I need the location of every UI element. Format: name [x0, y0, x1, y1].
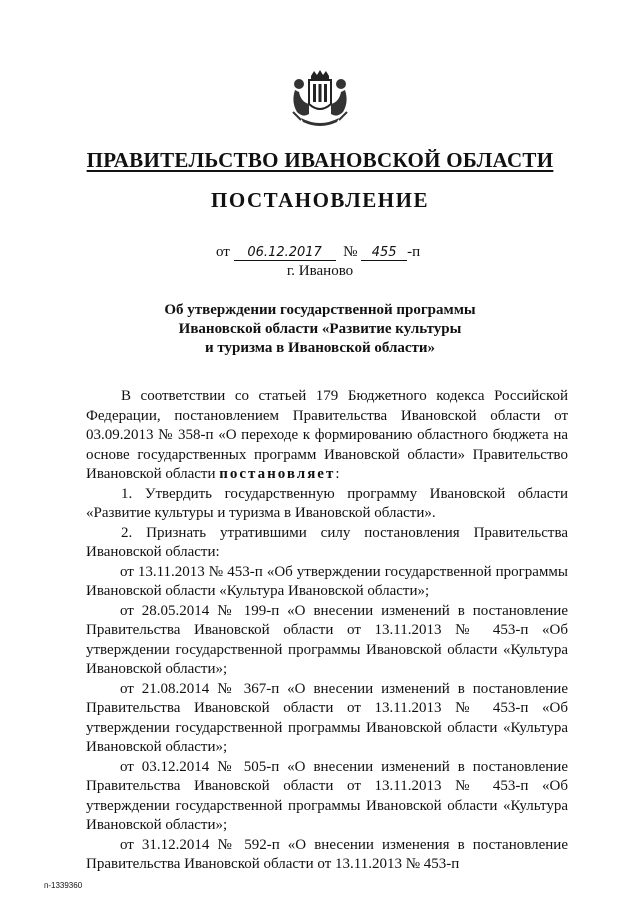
intro-paragraph: В соответствии со статьей 179 Бюджетного кодекса Российской Федерации, постановлением Правительства Ивановской области от 03.09.2013 № 358-п «О переходе к формированию областного бюджета на основе государственных программ Ивановской области» Правительство Ивановской области постановляет:: [86, 388, 568, 482]
decree-word: постановляет: [219, 466, 336, 482]
organization-title: ПРАВИТЕЛЬСТВО ИВАНОВСКОЙ ОБЛАСТИ: [86, 148, 554, 172]
repealed-decree: от 03.12.2014 № 505-п «О внесении изменений в постановление Правительства Ивановской области от 13.11.2013 № 453-п «Об утверждении государственной программы Ивановской области «Культура Ивановской области»;: [86, 758, 568, 833]
footer-code: п-1339360: [44, 881, 83, 890]
repealed-decree: от 28.05.2014 № 199-п «О внесении изменений в постановление Правительства Ивановской области от 13.11.2013 № 453-п «Об утверждении государственной программы Ивановской области «Культура Ивановской области»;: [86, 602, 568, 677]
coat-of-arms-icon: [287, 66, 353, 132]
number-suffix: -п: [407, 244, 421, 260]
subject-line: Ивановской области «Развитие культуры: [178, 321, 462, 337]
document-subject: [0, 301, 640, 358]
dateline: [216, 244, 420, 261]
document-body: [86, 387, 568, 875]
repealed-decree: от 31.12.2014 № 592-п «О внесении изменения в постановление Правительства Ивановской области от 13.11.2013 № 453-п: [86, 836, 568, 872]
document-number: 455: [361, 245, 407, 261]
number-label: №: [343, 244, 358, 260]
repealed-decree: от 13.11.2013 № 453-п «Об утверждении государственной программы Ивановской области «Культура Ивановской области»;: [86, 563, 568, 599]
subject-line: Об утверждении государственной программы: [164, 302, 476, 318]
city: г. Иваново: [286, 263, 354, 279]
from-label: от: [216, 244, 230, 260]
document-date: 06.12.2017: [234, 245, 336, 261]
subject-line: и туризма в Ивановской области»: [204, 340, 436, 356]
document-type: ПОСТАНОВЛЕНИЕ: [211, 188, 429, 212]
repealed-decree: от 21.08.2014 № 367-п «О внесении изменений в постановление Правительства Ивановской области от 13.11.2013 № 453-п «Об утверждении государственной программы Ивановской области «Культура Ивановской области»;: [86, 680, 568, 755]
item-1: 1. Утвердить государственную программу Ивановской области «Развитие культуры и туризма в Ивановской области».: [86, 485, 568, 521]
item-2: 2. Признать утратившими силу постановления Правительства Ивановской области:: [86, 524, 568, 560]
